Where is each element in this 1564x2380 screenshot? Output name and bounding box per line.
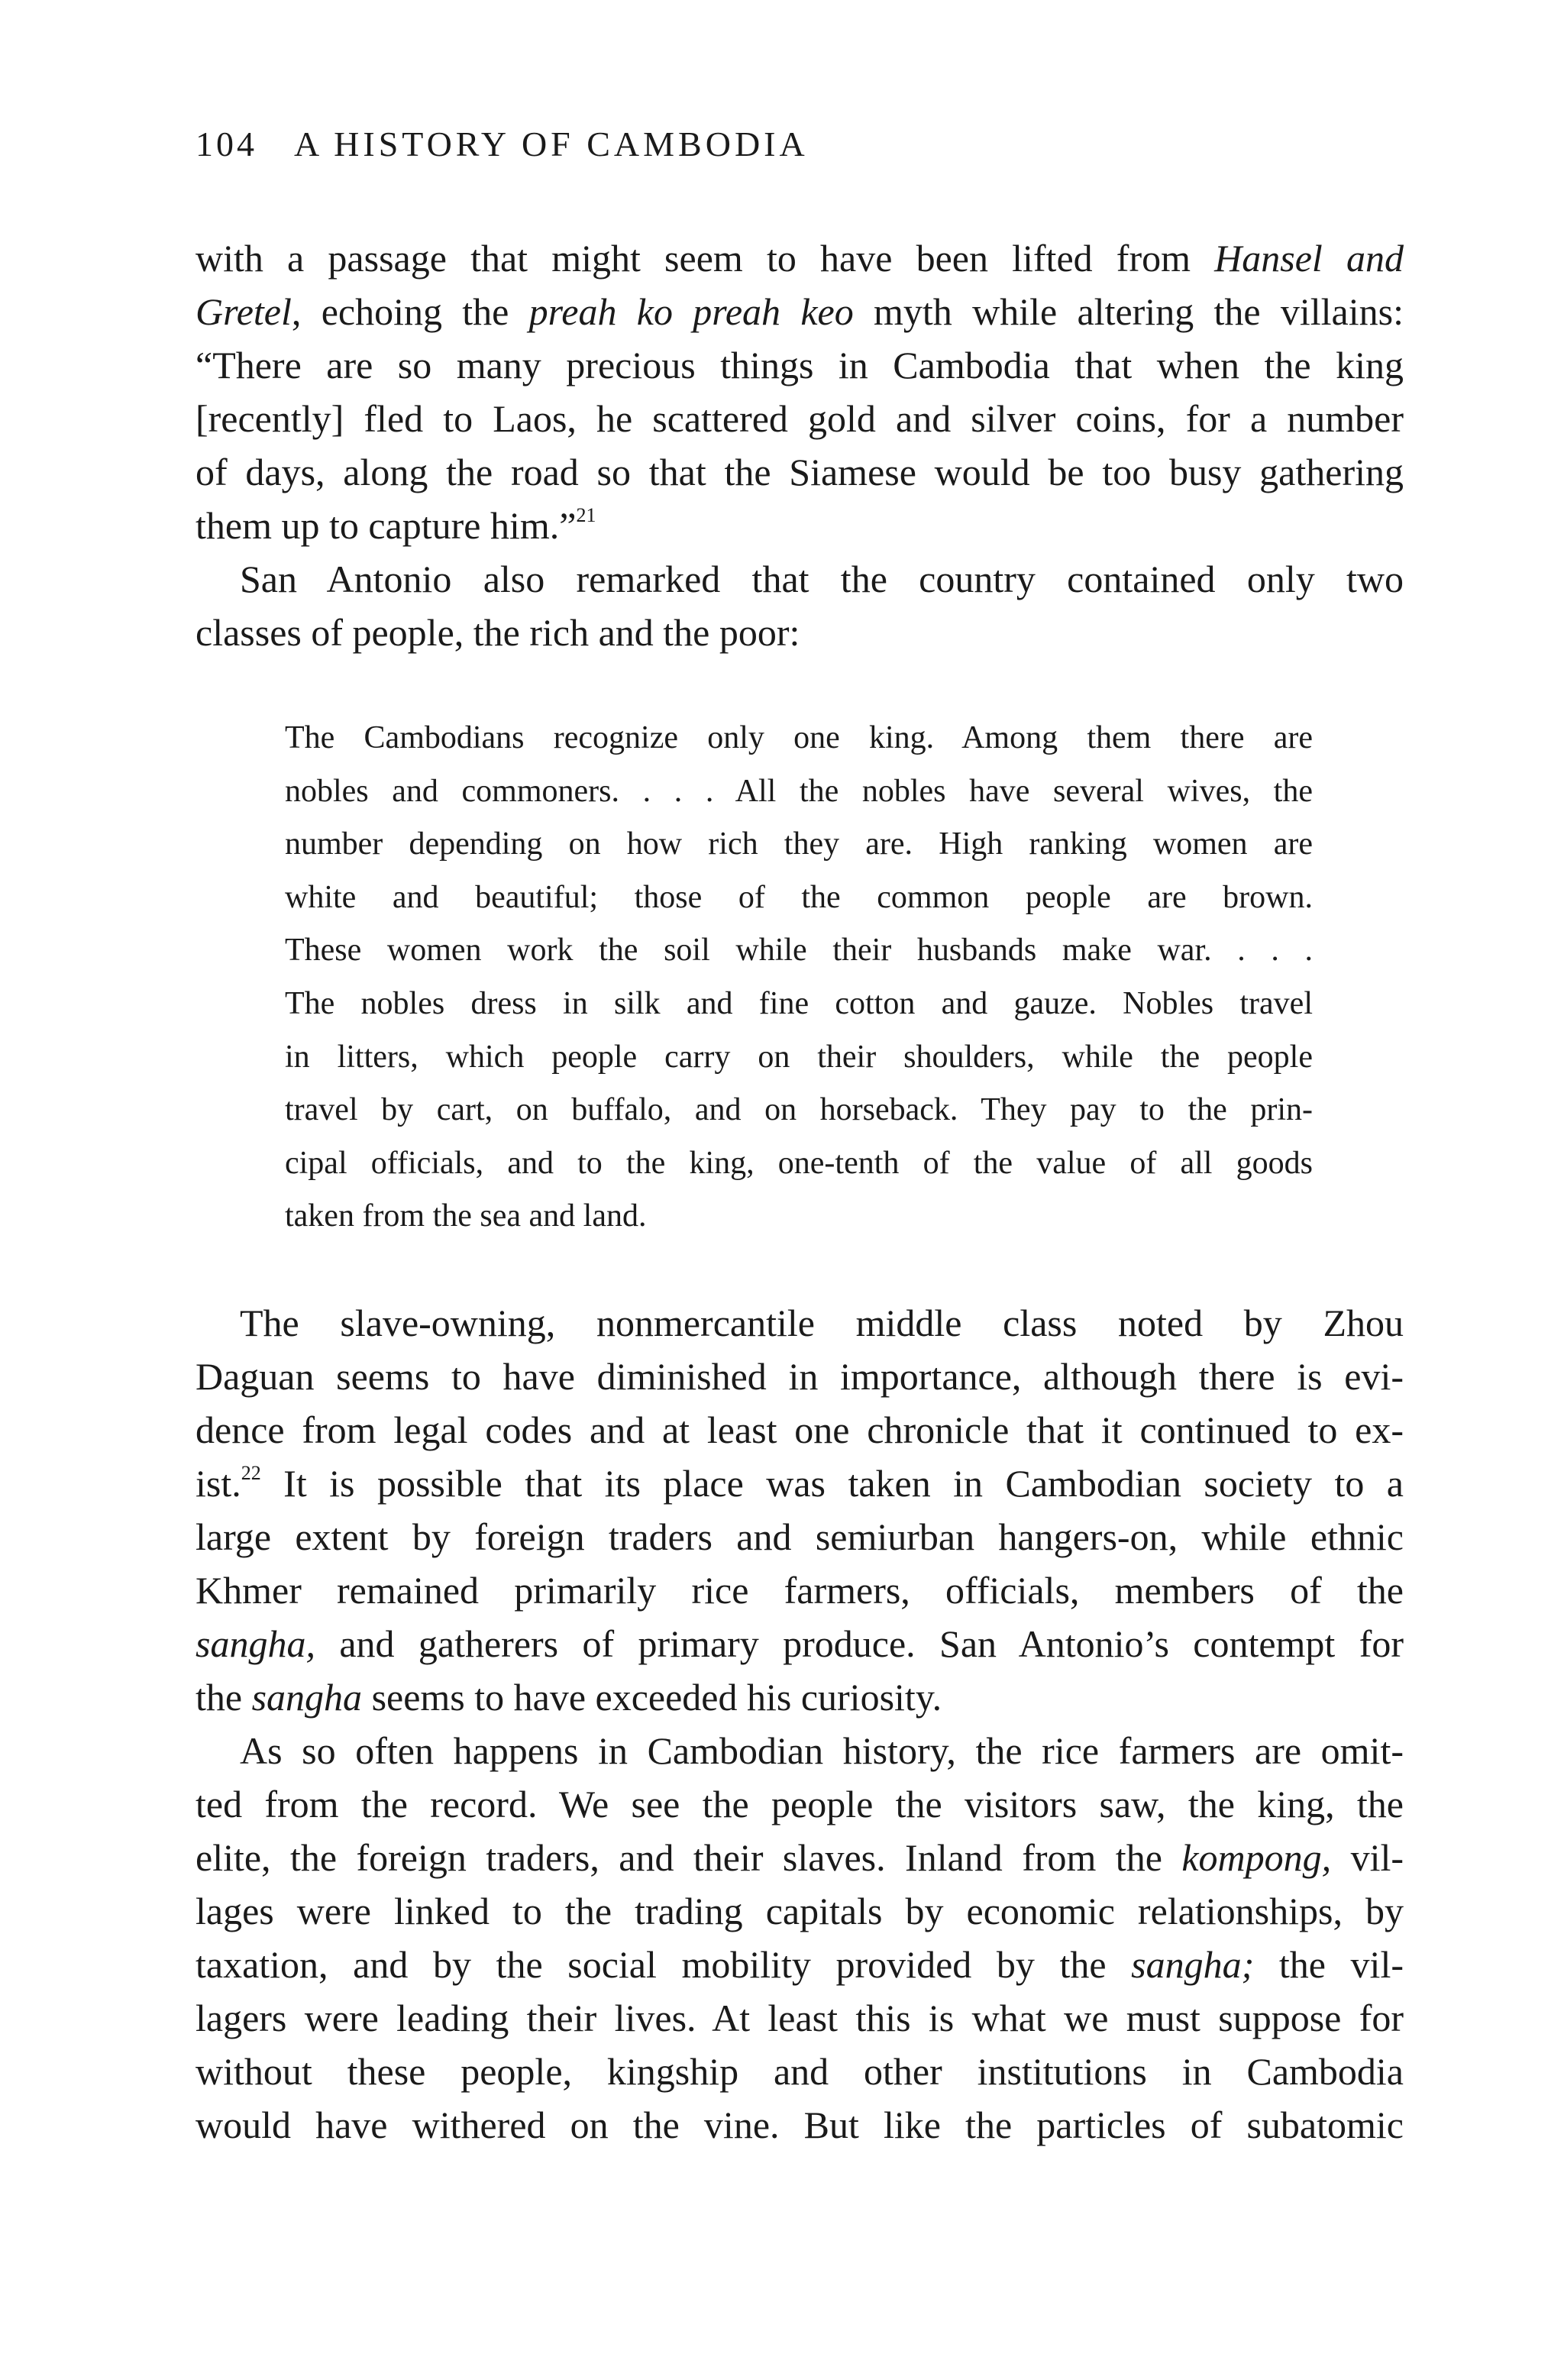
- text-line: lagers were leading their lives. At least this is what we must suppose for: [196, 1997, 1404, 2039]
- text-line: taxation, and by the social mobility provided by the sangha; the vil-: [196, 1943, 1404, 1986]
- paragraph-3: [196, 1296, 1404, 1724]
- quote-line: taken from the sea and land.: [285, 1198, 647, 1234]
- text-line: Khmer remained primarily rice farmers, officials, members of the: [196, 1569, 1404, 1612]
- text-line: the sangha seems to have exceeded his curiosity.: [196, 1676, 942, 1719]
- text-line: As so often happens in Cambodian history, the rice farmers are omit-: [240, 1729, 1404, 1772]
- text-line: San Antonio also remarked that the country contained only two: [240, 558, 1404, 600]
- quote-line: nobles and commoners. . . . All the nobles have several wives, the: [285, 773, 1313, 809]
- quote-line: white and beautiful; those of the common people are brown.: [285, 879, 1313, 915]
- quote-line: travel by cart, on buffalo, and on horseback. They pay to the prin-: [285, 1092, 1313, 1128]
- text-line: ist.$^{22}$ It is possible that its place was taken in Cambodian society to a: [196, 1462, 1404, 1505]
- text-line: lages were linked to the trading capitals by economic relationships, by: [196, 1890, 1404, 1932]
- text-line: classes of people, the rich and the poor:: [196, 611, 800, 654]
- quote-line: number depending on how rich they are. High ranking women are: [285, 826, 1313, 862]
- text-line: with a passage that might seem to have been lifted from Hansel and: [196, 237, 1404, 280]
- text-line: without these people, kingship and other institutions in Cambodia: [196, 2050, 1404, 2093]
- text-line: Daguan seems to have diminished in importance, although there is evi-: [196, 1355, 1404, 1398]
- text-line: sangha, and gatherers of primary produce. San Antonio’s contempt for: [196, 1622, 1404, 1665]
- block-quote: [285, 712, 1313, 1243]
- text-line: [recently] fled to Laos, he scattered gold and silver coins, for a number: [196, 397, 1404, 440]
- page-number: 104: [196, 124, 257, 163]
- quote-line: in litters, which people carry on their shoulders, while the people: [285, 1039, 1313, 1075]
- footnote-ref: 22: [241, 1462, 261, 1484]
- text-line: ted from the record. We see the people the visitors saw, the king, the: [196, 1783, 1404, 1825]
- quote-line: The nobles dress in silk and fine cotton and gauze. Nobles travel: [285, 985, 1313, 1021]
- paragraph-2: [196, 552, 1404, 659]
- running-head: [196, 124, 809, 163]
- footnote-ref: 21: [576, 504, 596, 526]
- text-line: would have withered on the vine. But like the particles of subatomic: [196, 2104, 1404, 2146]
- running-title: A HISTORY OF CAMBODIA: [294, 124, 809, 163]
- quote-line: The Cambodians recognize only one king. Among them there are: [285, 720, 1313, 755]
- text-line: The slave-owning, nonmercantile middle class noted by Zhou: [240, 1302, 1404, 1344]
- text-line: “There are so many precious things in Cambodia that when the king: [196, 344, 1404, 386]
- text-line: large extent by foreign traders and semiurban hangers-on, while ethnic: [196, 1515, 1404, 1558]
- quote-line: cipal officials, and to the king, one-tenth of the value of all goods: [285, 1145, 1313, 1181]
- text-line: of days, along the road so that the Siamese would be too busy gathering: [196, 451, 1404, 493]
- text-line: elite, the foreign traders, and their slaves. Inland from the kompong, vil-: [196, 1836, 1404, 1879]
- paragraph-4: [196, 1724, 1404, 2152]
- text-line: them up to capture him.”$^{21}$: [196, 504, 596, 547]
- paragraph-1: [196, 231, 1404, 552]
- text-line: dence from legal codes and at least one chronicle that it continued to ex-: [196, 1408, 1404, 1451]
- text-line: Gretel, echoing the preah ko preah keo myth while altering the villains:: [196, 290, 1404, 333]
- quote-line: These women work the soil while their husbands make war. . . .: [285, 933, 1313, 968]
